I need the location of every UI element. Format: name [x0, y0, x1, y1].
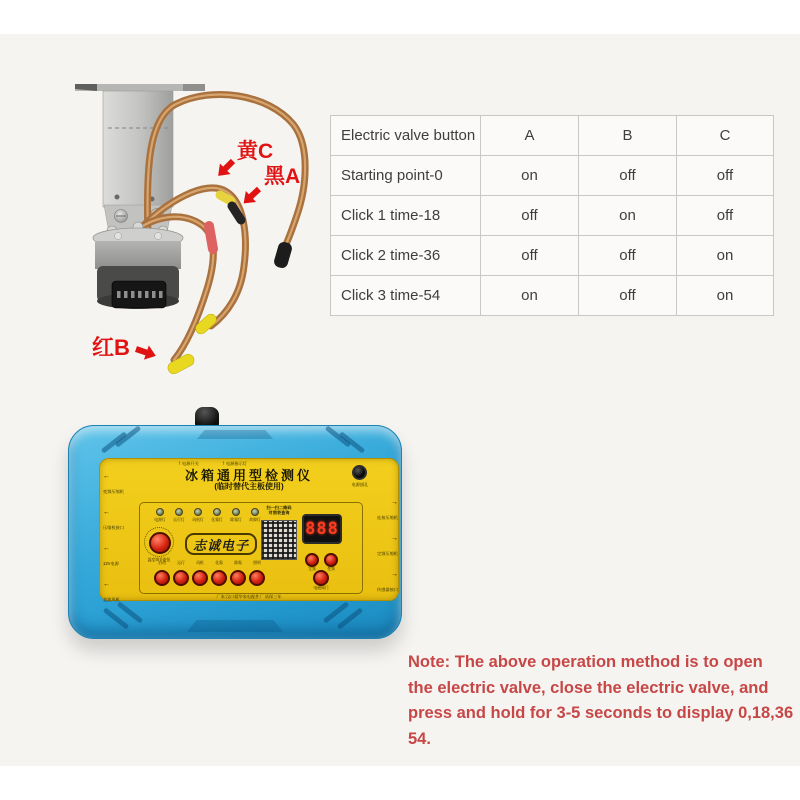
- cell-a: on: [481, 156, 579, 196]
- indicator-led: [156, 508, 164, 516]
- top-white-band: [0, 0, 800, 34]
- row-label: Starting point-0: [331, 156, 481, 196]
- seven-segment-display: 888: [302, 514, 342, 544]
- function-button-label: 启动: [158, 561, 166, 565]
- left-arrow-icon: ←: [103, 545, 110, 552]
- led-label: 化霜灯: [211, 518, 223, 522]
- panel-top-label: ↑ 电源指示灯: [222, 461, 247, 467]
- cell-b: on: [579, 196, 677, 236]
- bottom-edge-detail: [187, 620, 283, 632]
- bottom-white-band: [0, 766, 800, 800]
- col-header-b: B: [579, 116, 677, 156]
- function-button: [173, 570, 189, 586]
- function-button: [230, 570, 246, 586]
- function-button-label: 风机: [196, 561, 204, 565]
- cell-a: off: [481, 196, 579, 236]
- electric-valve-button: [313, 570, 329, 586]
- led-label: 故障灯: [249, 518, 261, 522]
- row-label: Click 2 time-36: [331, 236, 481, 276]
- right-arrow-icon: →: [391, 571, 398, 578]
- red-sleeve: [209, 226, 213, 249]
- left-port-label: ← 压缩机接口: [103, 509, 141, 534]
- cell-c: off: [677, 156, 774, 196]
- indicator-led: [213, 508, 221, 516]
- tester-device: [68, 405, 400, 645]
- col-header-label: Electric valve button: [331, 116, 481, 156]
- note-line: the electric valve, close the electric valve, and: [408, 678, 769, 697]
- cell-b: off: [579, 276, 677, 316]
- indicator-led: [232, 508, 240, 516]
- function-button-label: 照明: [253, 561, 261, 565]
- control-panel: [99, 458, 399, 601]
- brand-plate: 志诚电子: [185, 533, 257, 555]
- function-button: [249, 570, 265, 586]
- device-subtitle: (临时替代主板使用): [214, 482, 284, 491]
- cell-b: off: [579, 156, 677, 196]
- top-edge-detail: [197, 430, 273, 439]
- right-port-label: → 定频压缩机: [360, 535, 398, 560]
- table-row: [331, 196, 774, 236]
- led-label: 电源灯: [154, 518, 166, 522]
- power-jack: [352, 465, 367, 480]
- row-label: Click 1 time-18: [331, 196, 481, 236]
- cell-c: off: [677, 196, 774, 236]
- function-button-label: 除霜: [234, 561, 242, 565]
- device-title: 冰箱通用型检测仪: [184, 468, 313, 483]
- red-label-arrow-icon: [134, 342, 159, 363]
- adjust-knob: [149, 532, 171, 554]
- qr-caption: 扫一扫二维码 对照表查询: [266, 505, 292, 516]
- wire-label-black-a: 黑A: [264, 165, 301, 188]
- adjust-knob-label: 温度调节旋钮: [147, 558, 171, 562]
- function-button: [192, 570, 208, 586]
- top-knob: [195, 407, 219, 427]
- left-port-label: ← 直流风机: [103, 581, 141, 606]
- note-line: Note: The above operation method is to open: [408, 653, 763, 671]
- mode-button: [305, 553, 319, 567]
- qr-code: [261, 520, 297, 560]
- mode-button: [324, 553, 338, 567]
- panel-top-label: ↑ 电源开关: [178, 461, 199, 467]
- table-row: [331, 276, 774, 316]
- led-label: 风机灯: [192, 518, 204, 522]
- cell-b: off: [579, 236, 677, 276]
- up-arrow-icon: ↑: [178, 461, 181, 467]
- right-arrow-icon: →: [391, 499, 398, 506]
- up-arrow-icon: ↑: [222, 461, 225, 467]
- function-button-label: 运行: [177, 561, 185, 565]
- table-row: [331, 156, 774, 196]
- cell-a: off: [481, 236, 579, 276]
- mode-button-label: 定频: [308, 567, 316, 571]
- left-port-label: ← 12V电源: [103, 545, 141, 570]
- function-button: [154, 570, 170, 586]
- right-port-label: → 连接压缩机: [360, 499, 398, 524]
- yellow-label-arrow-icon: [213, 156, 238, 181]
- function-button-label: 化霜: [215, 561, 223, 565]
- function-button: [211, 570, 227, 586]
- wire-label-red-b: 红B: [92, 335, 130, 360]
- led-label: 除霜灯: [230, 518, 242, 522]
- col-header-c: C: [677, 116, 774, 156]
- valve-body: [93, 222, 183, 309]
- indicator-led: [194, 508, 202, 516]
- adjust-knob-ticks: [144, 527, 174, 557]
- device-case: [68, 425, 402, 639]
- right-port-label: → 传感器接口: [360, 571, 398, 596]
- cell-a: on: [481, 276, 579, 316]
- valve-state-table: [330, 115, 774, 316]
- table-header-row: [331, 116, 774, 156]
- row-label: Click 3 time-54: [331, 276, 481, 316]
- note-line: press and hold for 3-5 seconds to display 0,18,36 54.: [408, 704, 794, 748]
- left-arrow-icon: ←: [103, 581, 110, 588]
- left-arrow-icon: ←: [103, 473, 110, 480]
- cell-c: on: [677, 236, 774, 276]
- left-arrow-icon: ←: [103, 509, 110, 516]
- table-row: [331, 236, 774, 276]
- col-header-a: A: [481, 116, 579, 156]
- cell-c: on: [677, 276, 774, 316]
- indicator-led: [175, 508, 183, 516]
- panel-footer-text: 厂家:汉口精华家电配件厂 质保三年: [216, 594, 282, 599]
- mode-button-label: 变频: [327, 567, 335, 571]
- black-label-arrow-icon: [239, 184, 265, 209]
- led-label: 运行灯: [173, 518, 185, 522]
- wire-label-yellow-c: 黄C: [237, 140, 274, 163]
- left-port-label: ← 变频压缩机: [103, 473, 141, 498]
- power-jack-label: 电源插孔: [351, 482, 369, 487]
- yellow-sleeve: [220, 195, 231, 201]
- right-arrow-icon: →: [391, 535, 398, 542]
- electric-valve-button-label: 电磁阀门: [313, 586, 329, 590]
- note-text: [408, 650, 800, 752]
- mounting-bracket: [75, 84, 205, 233]
